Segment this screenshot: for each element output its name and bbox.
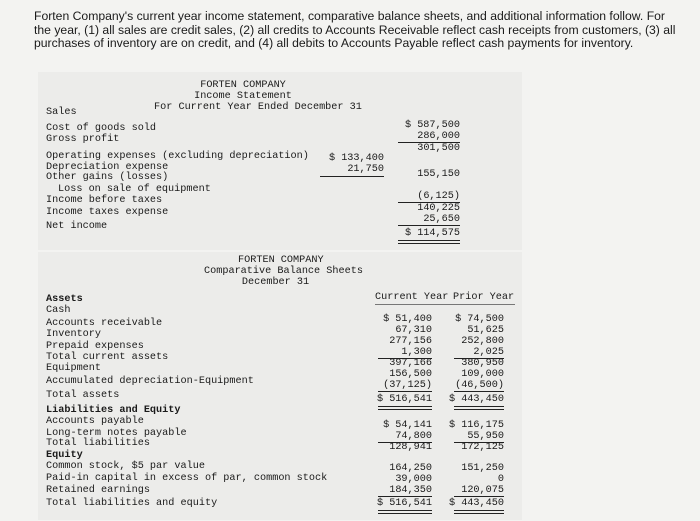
bs-header-rule (375, 304, 515, 305)
bs-ltnp-label: Long-term notes payable (46, 428, 187, 439)
bs-total-le-prior: $ 443,450 (448, 498, 504, 509)
is-gross-profit-value: 301,500 (417, 143, 460, 154)
is-loss-sale-label: Loss on sale of equipment (58, 184, 211, 195)
is-depreciation-value: 21,750 (347, 164, 384, 175)
bs-ltnp-cur: 74,800 (395, 431, 432, 442)
bs-retained-label: Retained earnings (46, 485, 150, 496)
bs-cash-prior: $ 74,500 (455, 314, 504, 325)
bs-total-le-prior-rule (454, 510, 504, 514)
is-sales-label: Sales (46, 107, 77, 118)
is-cogs-value: 286,000 (417, 131, 460, 142)
bs-ar-label: Accounts receivable (46, 318, 163, 329)
bs-tca-prior: 380,950 (461, 358, 504, 369)
bs-total-liab-label: Total liabilities (46, 438, 150, 449)
bs-total-le-label: Total liabilities and equity (46, 498, 218, 509)
bs-total-assets-label: Total assets (46, 390, 120, 401)
is-taxes-rule (398, 225, 460, 226)
bs-col-prior: Prior Year (453, 292, 515, 303)
bs-apic-label: Paid-in capital in excess of par, common stock (46, 473, 328, 484)
bs-accum-dep-cur: (37,125) (383, 380, 432, 391)
bs-title: Comparative Balance Sheets (204, 266, 363, 277)
is-net-income-double-rule (398, 240, 460, 244)
bs-prepaid-cur: 1,300 (401, 347, 432, 358)
is-opex-label: Operating expenses (excluding depreciation) (46, 151, 309, 162)
is-other-gains-label: Other gains (losses) (46, 172, 169, 183)
bs-ap-prior: $ 116,175 (448, 420, 504, 431)
bs-retained-prior-rule (454, 496, 504, 497)
bs-apic-cur: 39,000 (395, 474, 432, 485)
is-cogs-label: Cost of goods sold (46, 123, 157, 134)
bs-total-assets-cur-rule (378, 406, 432, 410)
is-total-expenses-value: 155,150 (417, 169, 460, 180)
bs-cash-cur: $ 51,400 (383, 314, 432, 325)
bs-total-le-cur: $ 516,541 (376, 498, 432, 509)
is-income-taxes-label: Income taxes expense (46, 207, 169, 218)
bs-total-le-cur-rule (378, 510, 432, 514)
bs-accum-dep-label: Accumulated depreciation-Equipment (46, 376, 254, 387)
bs-retained-cur-rule (378, 496, 432, 497)
is-title: Income Statement (194, 91, 292, 102)
is-income-taxes-value: 25,650 (423, 214, 460, 225)
bs-ltnp-prior: 55,950 (467, 431, 504, 442)
bs-accum-cur-rule (378, 391, 432, 392)
income-statement-panel (38, 72, 522, 250)
bs-equity-header: Equity (46, 450, 83, 461)
bs-accum-prior-rule (454, 391, 504, 392)
bs-prepaid-label: Prepaid expenses (46, 341, 144, 352)
bs-retained-prior: 120,075 (461, 485, 504, 496)
bs-total-liab-cur: 128,941 (389, 442, 432, 453)
bs-common-cur: 164,250 (389, 463, 432, 474)
is-period: For Current Year Ended December 31 (154, 102, 362, 113)
bs-cash-label: Cash (46, 305, 71, 316)
bs-ar-prior: 51,625 (467, 325, 504, 336)
bs-total-assets-prior-rule (454, 406, 504, 410)
bs-equipment-prior: 109,000 (461, 369, 504, 380)
is-company: FORTEN COMPANY (200, 80, 286, 91)
is-depreciation-label: Depreciation expense (46, 162, 169, 173)
bs-ap-label: Accounts payable (46, 416, 144, 427)
bs-date: December 31 (241, 277, 310, 288)
bs-equipment-cur: 156,500 (389, 369, 432, 380)
bs-tca-label: Total current assets (46, 352, 169, 363)
bs-col-current: Current Year (375, 292, 449, 303)
bs-inventory-label: Inventory (46, 329, 102, 340)
bs-total-assets-cur: $ 516,541 (376, 394, 432, 405)
bs-ar-cur: 67,310 (395, 325, 432, 336)
bs-retained-cur: 184,350 (389, 485, 432, 496)
bs-ap-cur: $ 54,141 (383, 420, 432, 431)
is-opex-value: $ 133,400 (328, 153, 384, 164)
bs-common-label: Common stock, $5 par value (46, 461, 205, 472)
bs-total-liab-prior: 172,125 (461, 442, 504, 453)
bs-common-prior: 151,250 (461, 463, 504, 474)
is-dep-rule (320, 176, 384, 177)
is-gross-profit-label: Gross profit (46, 134, 120, 145)
is-net-income-label: Net income (46, 221, 108, 232)
bs-apic-prior: 0 (497, 474, 504, 485)
is-income-before-taxes-value: 140,225 (417, 203, 460, 214)
bs-inventory-prior: 252,800 (461, 336, 504, 347)
bs-assets-header: Assets (46, 294, 83, 305)
balance-sheet-panel (38, 252, 522, 520)
is-sales-value: $ 587,500 (404, 120, 460, 131)
bs-equipment-label: Equipment (46, 363, 102, 374)
bs-accum-dep-prior: (46,500) (455, 380, 504, 391)
bs-company: FORTEN COMPANY (238, 255, 324, 266)
bs-inventory-cur: 277,156 (389, 336, 432, 347)
bs-tca-cur: 397,166 (389, 358, 432, 369)
bs-total-assets-prior: $ 443,450 (448, 394, 504, 405)
bs-le-header: Liabilities and Equity (46, 405, 181, 416)
is-income-before-taxes-label: Income before taxes (46, 195, 163, 206)
is-net-income-value: $ 114,575 (404, 228, 460, 239)
bs-prepaid-prior: 2,025 (473, 347, 504, 358)
is-loss-sale-value: (6,125) (417, 191, 460, 202)
problem-intro: Forten Company's current year income statement, comparative balance sheets, and additional information follow. For the year, (1) all sales are credit sales, (2) all credits to Accounts Receivable reflect cash receipts from customers, (3) all purchases of inventory are on credit, and (4) all debits to Accounts Payable reflect cash payments for inventory. (34, 9, 676, 50)
